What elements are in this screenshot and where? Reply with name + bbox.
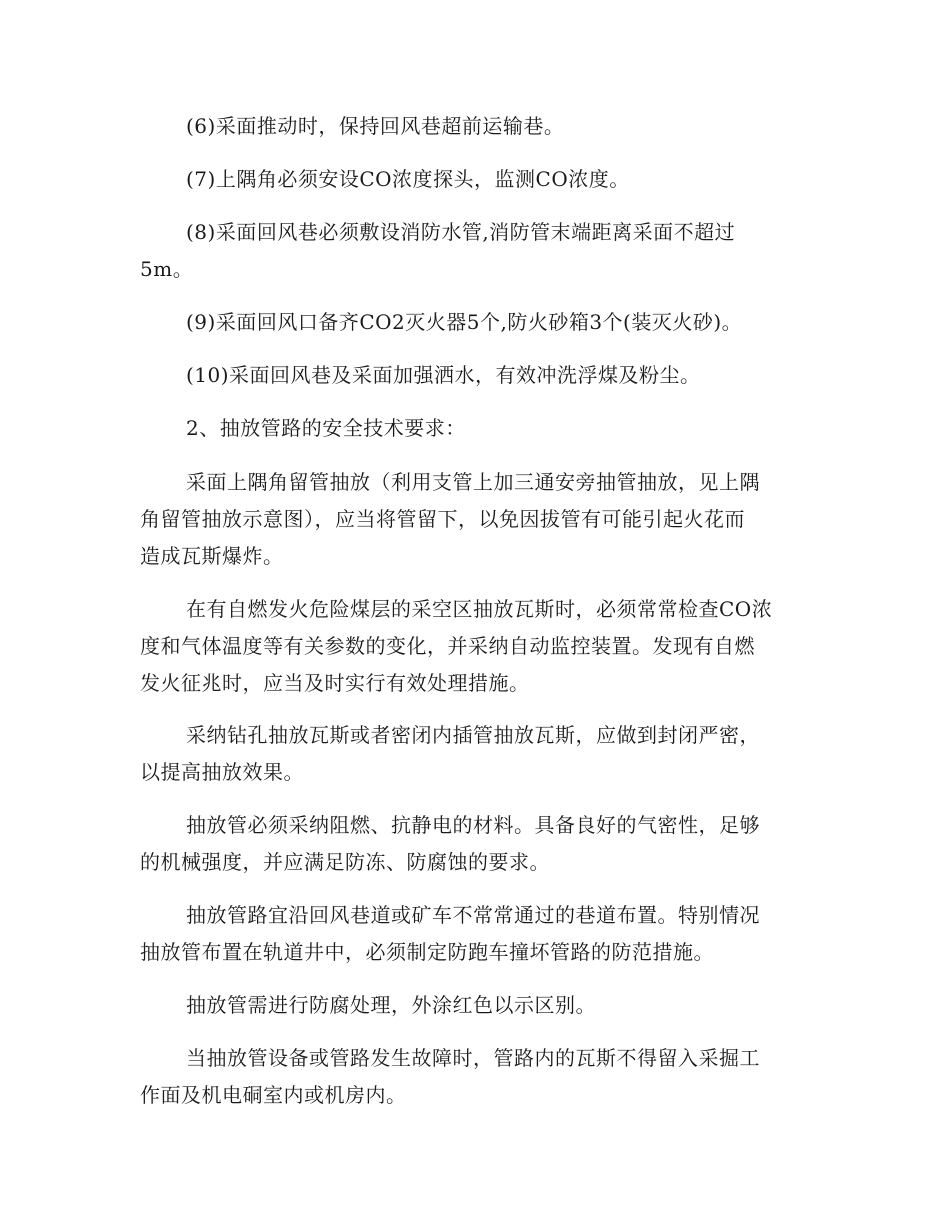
paragraph-item-10 bbox=[140, 357, 810, 394]
paragraph-pipe-layout bbox=[140, 897, 810, 971]
text-line: 角留管抽放示意图），应当将管留下，以免因拔管有可能引起火花而 bbox=[140, 507, 745, 531]
paragraph-item-9 bbox=[140, 304, 810, 341]
text-line: 作面及机电硐室内或机房内。 bbox=[140, 1083, 407, 1107]
paragraph-item-7 bbox=[140, 161, 810, 198]
text-line: (6)采面推动时，保持回风巷超前运输巷。 bbox=[186, 114, 565, 138]
paragraph-item-6 bbox=[140, 108, 810, 145]
section-heading bbox=[140, 410, 810, 447]
paragraph-anticorrosion bbox=[140, 987, 810, 1024]
paragraph-upper-corner bbox=[140, 464, 810, 575]
text-line: 造成瓦斯爆炸。 bbox=[140, 544, 284, 568]
paragraph-item-8 bbox=[140, 214, 810, 288]
text-line: 2、抽放管路的安全技术要求： bbox=[186, 416, 466, 440]
text-line: 5m。 bbox=[140, 257, 194, 281]
text-line: 在有自燃发火危险煤层的采空区抽放瓦斯时，必须常常检查CO浓 bbox=[186, 597, 773, 621]
text-line: 以提高抽放效果。 bbox=[140, 760, 304, 784]
text-line: 采纳钻孔抽放瓦斯或者密闭内插管抽放瓦斯，应做到封闭严密， bbox=[186, 723, 760, 747]
text-line: (7)上隅角必须安设CO浓度探头，监测CO浓度。 bbox=[186, 167, 630, 191]
text-line: 当抽放管设备或管路发生故障时，管路内的瓦斯不得留入采掘工 bbox=[186, 1046, 760, 1070]
text-line: 抽放管路宜沿回风巷道或矿车不常常通过的巷道布置。特别情况 bbox=[186, 903, 760, 927]
text-line: (10)采面回风巷及采面加强洒水，有效冲洗浮煤及粉尘。 bbox=[186, 363, 701, 387]
text-line: 抽放管布置在轨道井中，必须制定防跑车撞坏管路的防范措施。 bbox=[140, 940, 714, 964]
paragraph-pipe-material bbox=[140, 807, 810, 881]
paragraph-fault bbox=[140, 1040, 810, 1114]
text-line: 抽放管需进行防腐处理，外涂红色以示区别。 bbox=[186, 993, 596, 1017]
text-line: 采面上隅角留管抽放（利用支管上加三通安旁抽管抽放，见上隅 bbox=[186, 470, 760, 494]
text-line: 发火征兆时，应当及时实行有效处理措施。 bbox=[140, 671, 530, 695]
text-line: 的机械强度，并应满足防冻、防腐蚀的要求。 bbox=[140, 850, 550, 874]
text-line: 度和气体温度等有关参数的变化，并采纳自动监控装置。发现有自燃 bbox=[140, 634, 755, 658]
text-line: (9)采面回风口备齐CO2灭火器5个,防火砂箱3个(装灭火砂)。 bbox=[186, 310, 743, 334]
text-line: (8)采面回风巷必须敷设消防水管,消防管末端距离采面不超过 bbox=[186, 220, 736, 244]
paragraph-borehole bbox=[140, 717, 810, 791]
text-line: 抽放管必须采纳阻燃、抗静电的材料。具备良好的气密性，足够 bbox=[186, 813, 760, 837]
paragraph-goaf-drainage bbox=[140, 591, 810, 702]
